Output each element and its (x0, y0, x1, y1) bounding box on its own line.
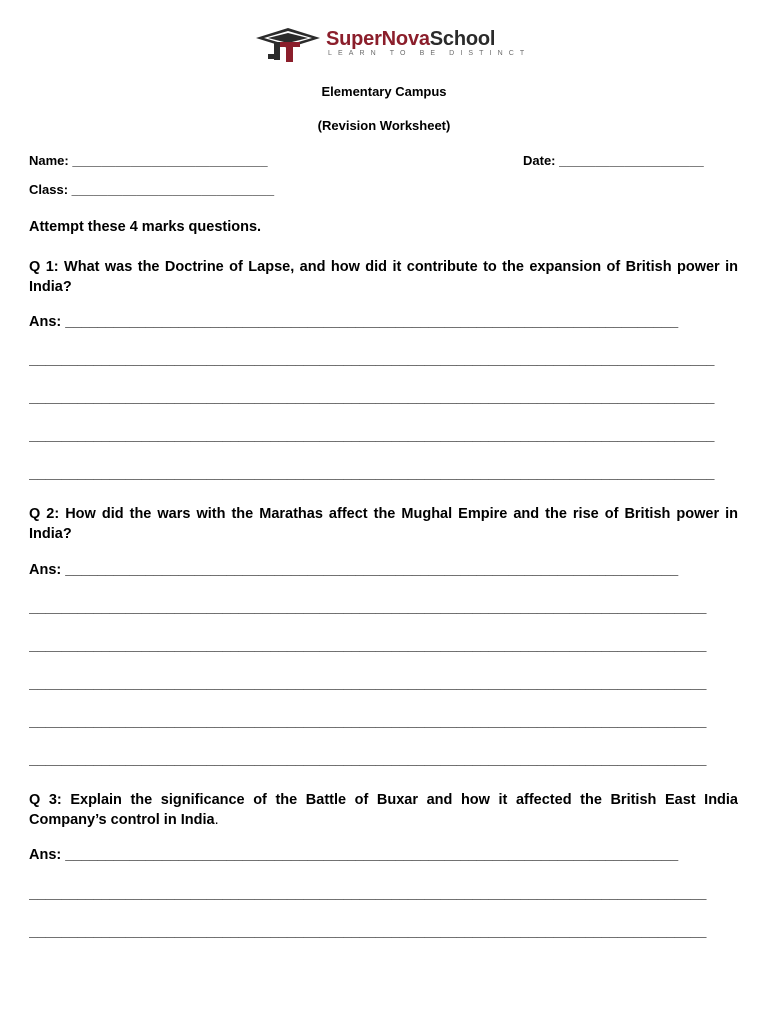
question-2-text: Q 2: How did the wars with the Marathas affect the Mughal Empire and the rise of British power in India? (29, 506, 738, 542)
answer-1-blank-line: _____________________________________________________________________________________ (29, 428, 715, 444)
answer-2-blank-line: ____________________________________________________________________________________ (29, 600, 707, 616)
answer-1-blank-line: _____________________________________________________________________________________ (29, 466, 715, 482)
question-2 (29, 504, 738, 544)
answer-1-blank-line: _____________________________________________________________________________________ (29, 390, 715, 406)
school-logo (252, 26, 531, 64)
answer-1-blank-line: _____________________________________________________________________________________ (29, 352, 715, 368)
school-name-part2: School (429, 28, 496, 50)
answer-2-blank-line: ____________________________________________________________________________________ (29, 714, 707, 730)
campus-title: Elementary Campus (321, 84, 447, 99)
answer-1-label-line: Ans: ____________________________________________________________________________ (29, 314, 679, 330)
school-name (326, 28, 495, 50)
answer-2-blank-line: ____________________________________________________________________________________ (29, 752, 707, 768)
worksheet-title: (Revision Worksheet) (317, 118, 451, 133)
name-field: Name: ___________________________ (29, 153, 268, 168)
question-3 (29, 790, 738, 830)
answer-2-blank-line: ____________________________________________________________________________________ (29, 676, 707, 692)
school-tagline: LEARN TO BE DISTINCT (328, 50, 531, 57)
answer-2-label-line: Ans: ____________________________________________________________________________ (29, 562, 679, 578)
date-field: Date: ____________________ (523, 153, 704, 168)
answer-3-blank-line: ____________________________________________________________________________________ (29, 886, 707, 902)
school-name-part1: SuperNova (326, 28, 430, 50)
answer-2-blank-line: ____________________________________________________________________________________ (29, 638, 707, 654)
question-1 (29, 257, 738, 297)
instruction-text: Attempt these 4 marks questions. (29, 219, 262, 235)
question-3-text: Q 3: Explain the significance of the Battle of Buxar and how it affected the British East India Company’s control in India (29, 792, 738, 828)
graduation-cap-logo-icon (252, 26, 322, 64)
answer-3-blank-line: ____________________________________________________________________________________ (29, 924, 707, 940)
class-field: Class: ____________________________ (29, 182, 275, 197)
question-3-period: . (214, 812, 219, 828)
answer-3-label-line: Ans: ____________________________________________________________________________ (29, 847, 679, 863)
question-1-text: Q 1: What was the Doctrine of Lapse, and how did it contribute to the expansion of British power in India? (29, 259, 738, 295)
